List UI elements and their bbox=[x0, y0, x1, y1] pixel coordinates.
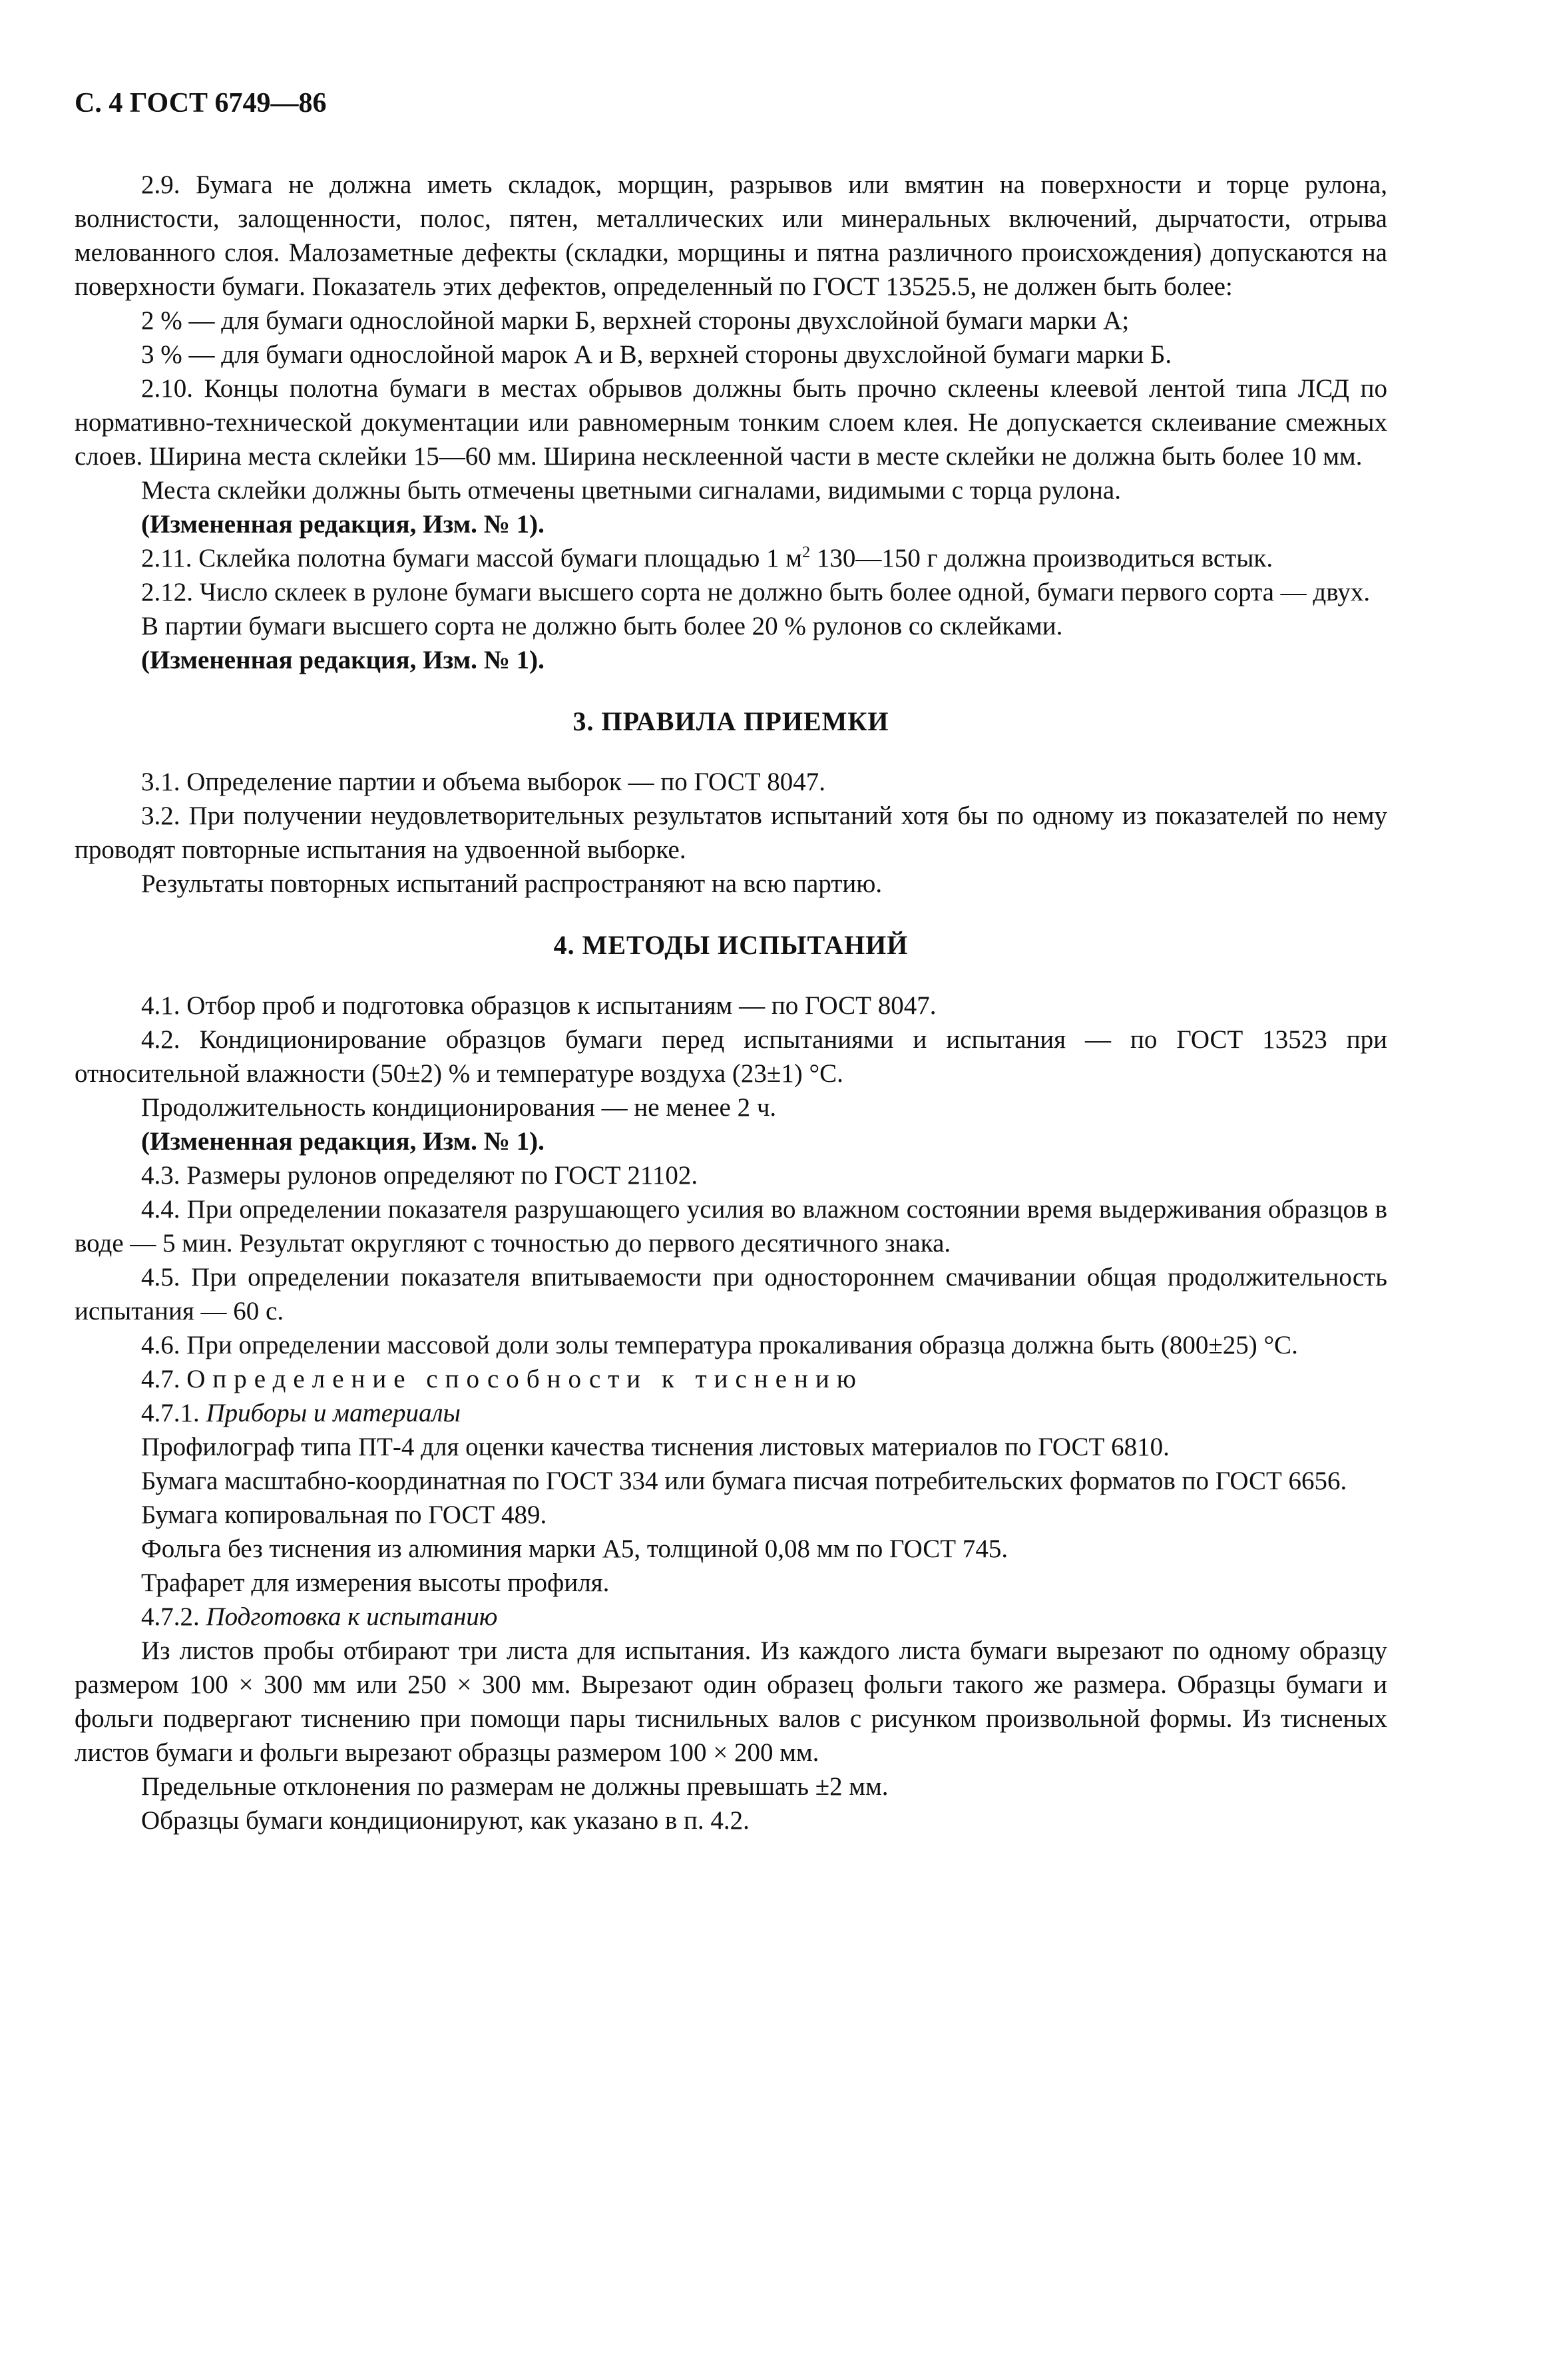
section-3-title: 3. ПРАВИЛА ПРИЕМКИ bbox=[572, 706, 889, 736]
revision-note-3: (Измененная редакция, Изм. № 1). bbox=[141, 1127, 545, 1156]
paragraph-4-2-b: Продолжительность кондиционирования — не менее 2 ч. bbox=[141, 1093, 777, 1122]
paragraph-4-7-title: Определение способности к тиснению bbox=[186, 1365, 863, 1393]
paragraph-2-9: 2.9. Бумага не должна иметь складок, морщин, разрывов или вмятин на поверхности и торце рулона, волнистости, залощенности, полос, пятен, металлических или минеральных включений, дырчатости, отрыва мелованного слоя. Малозаметные дефекты (складки, морщины и пятна различного происхождения) допускаются на поверхности бумаги. Показатель этих дефектов, определенный по ГОСТ 13525.5, не должен быть более: bbox=[75, 170, 1387, 301]
paragraph-4-7-2-title: Подготовка к испытанию bbox=[206, 1602, 498, 1631]
paragraph-4-7-1-number: 4.7.1. bbox=[141, 1399, 206, 1427]
revision-note-2: (Измененная редакция, Изм. № 1). bbox=[141, 646, 545, 674]
paragraph-3-1: 3.1. Определение партии и объема выборок — по ГОСТ 8047. bbox=[141, 768, 826, 796]
material-1: Профилограф типа ПТ-4 для оценки качества тиснения листовых материалов по ГОСТ 6810. bbox=[141, 1433, 1170, 1461]
paragraph-4-7-2-number: 4.7.2. bbox=[141, 1602, 206, 1631]
paragraph-4-5: 4.5. При определении показателя впитываемости при одностороннем смачивании общая продолжительность испытания — 60 с. bbox=[75, 1263, 1387, 1325]
material-4: Фольга без тиснения из алюминия марки А5, толщиной 0,08 мм по ГОСТ 745. bbox=[141, 1535, 1008, 1563]
paragraph-2-12: 2.12. Число склеек в рулоне бумаги высшего сорта не должно быть более одной, бумаги первого сорта — двух. bbox=[141, 578, 1371, 606]
paragraph-2-12-b: В партии бумаги высшего сорта не должно быть более 20 % рулонов со склейками. bbox=[141, 612, 1063, 640]
section-4-title: 4. МЕТОДЫ ИСПЫТАНИЙ bbox=[553, 930, 909, 960]
preparation-2: Предельные отклонения по размерам не должны превышать ±2 мм. bbox=[141, 1772, 889, 1801]
material-5: Трафарет для измерения высоты профиля. bbox=[141, 1568, 610, 1597]
paragraph-2-10: 2.10. Концы полотна бумаги в местах обрывов должны быть прочно склеены клеевой лентой типа ЛСД по нормативно-технической документации или равномерным тонким слоем клея. Не допускается склеивание смежных слоев. Ширина места склейки 15—60 мм. Ширина несклеенной части в месте склейки не должна быть более 10 мм. bbox=[75, 374, 1387, 471]
paragraph-3-2-b: Результаты повторных испытаний распространяют на всю партию. bbox=[141, 869, 883, 898]
paragraph-4-7-number: 4.7. bbox=[141, 1365, 187, 1393]
material-2: Бумага масштабно-координатная по ГОСТ 334 или бумага писчая потребительских форматов по ГОСТ 6656. bbox=[141, 1467, 1347, 1495]
paragraph-2-11-post: 130—150 г должна производиться встык. bbox=[810, 544, 1273, 573]
paragraph-4-1: 4.1. Отбор проб и подготовка образцов к испытаниям — по ГОСТ 8047. bbox=[141, 991, 937, 1020]
paragraph-4-7 bbox=[75, 1362, 1387, 1396]
paragraph-4-7-1 bbox=[75, 1396, 1387, 1430]
material-3: Бумага копировальная по ГОСТ 489. bbox=[141, 1501, 547, 1529]
paragraph-4-4: 4.4. При определении показателя разрушающего усилия во влажном состоянии время выдерживания образцов в воде — 5 мин. Результат округляют с точностью до первого десятичного знака. bbox=[75, 1195, 1387, 1258]
page-header: С. 4 ГОСТ 6749—86 bbox=[75, 88, 327, 119]
paragraph-4-2: 4.2. Кондиционирование образцов бумаги перед испытаниями и испытания — по ГОСТ 13523 при относительной влажности (50±2) % и температуре воздуха (23±1) °С. bbox=[75, 1025, 1387, 1088]
paragraph-4-3: 4.3. Размеры рулонов определяют по ГОСТ 21102. bbox=[141, 1161, 698, 1190]
paragraph-4-7-2 bbox=[75, 1600, 1387, 1634]
preparation-1: Из листов пробы отбирают три листа для испытания. Из каждого листа бумаги вырезают по одному образцу размером 100 × 300 мм или 250 × 300 мм. Вырезают один образец фольги такого же размера. Образцы бумаги и фольги подвергают тиснению при помощи пары тиснильных валов с рисунком произвольной формы. Из тисненых листов бумаги и фольги вырезают образцы размером 100 × 200 мм. bbox=[75, 1636, 1387, 1767]
superscript-2: 2 bbox=[802, 544, 811, 561]
paragraph-2-11-pre: 2.11. Склейка полотна бумаги массой бумаги площадью 1 м bbox=[141, 544, 803, 573]
paragraph-2-9-b: 3 % — для бумаги однослойной марок А и В, верхней стороны двухслойной бумаги марки Б. bbox=[141, 340, 1172, 369]
revision-note-1: (Измененная редакция, Изм. № 1). bbox=[141, 510, 545, 539]
paragraph-2-9-a: 2 % — для бумаги однослойной марки Б, верхней стороны двухслойной бумаги марки А; bbox=[141, 306, 1130, 335]
paragraph-4-6: 4.6. При определении массовой доли золы температура прокаливания образца должна быть (800±25) °С. bbox=[141, 1331, 1298, 1359]
paragraph-2-11 bbox=[75, 541, 1387, 575]
preparation-3: Образцы бумаги кондиционируют, как указано в п. 4.2. bbox=[141, 1806, 750, 1835]
paragraph-3-2: 3.2. При получении неудовлетворительных результатов испытаний хотя бы по одному из показателей по нему проводят повторные испытания на удвоенной выборке. bbox=[75, 802, 1387, 864]
paragraph-4-7-1-title: Приборы и материалы bbox=[206, 1399, 461, 1427]
paragraph-2-10-b: Места склейки должны быть отмечены цветными сигналами, видимыми с торца рулона. bbox=[141, 476, 1121, 505]
